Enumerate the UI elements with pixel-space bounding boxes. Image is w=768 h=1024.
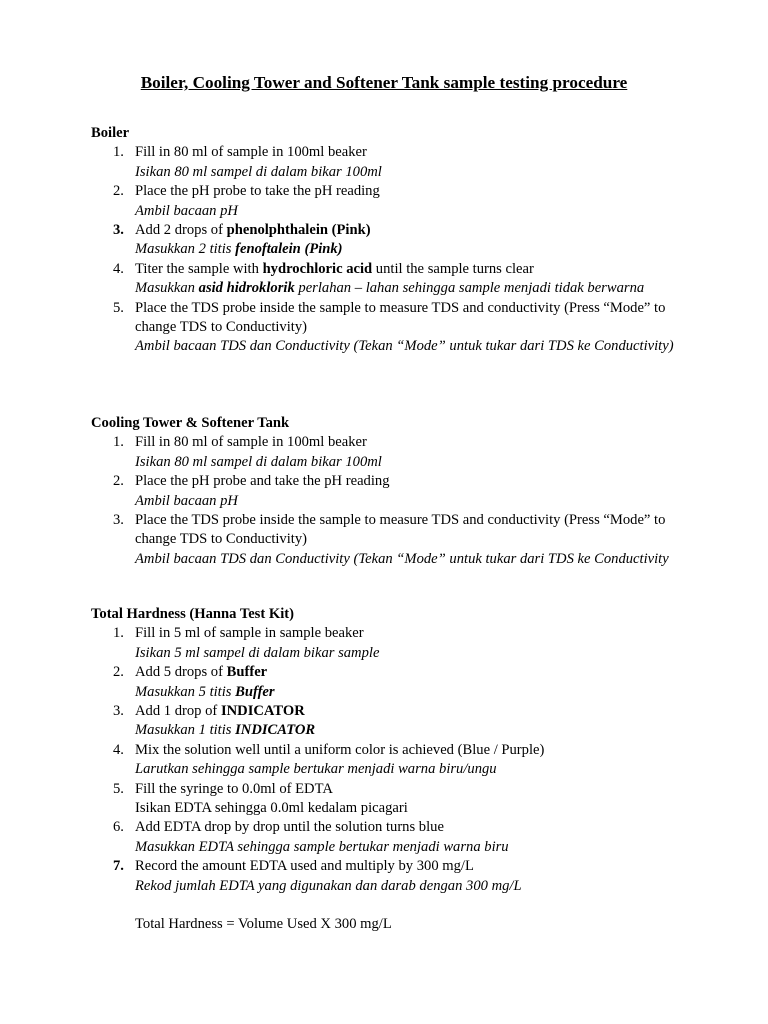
step-instruction: Record the amount EDTA used and multiply by 300 mg/L [135, 858, 474, 875]
step-translation: Ambil bacaan pH [135, 492, 238, 509]
step-instruction: Fill in 80 ml of sample in 100ml beaker [135, 144, 367, 161]
step-instruction: Add EDTA drop by drop until the solution turns blue [135, 819, 444, 836]
step-translation: Isikan EDTA sehingga 0.0ml kedalam picagari [135, 800, 408, 817]
step-instruction: Fill in 5 ml of sample in sample beaker [135, 625, 364, 642]
step-translation: Isikan 80 ml sampel di dalam bikar 100ml [135, 163, 382, 180]
step-instruction: Add 1 drop of INDICATOR [135, 703, 305, 720]
step-number: 5. [113, 299, 124, 316]
section-heading: Boiler [91, 125, 130, 141]
step-list [91, 624, 691, 896]
list-item [91, 663, 691, 702]
list-item [91, 433, 691, 472]
section-heading: Cooling Tower & Softener Tank [91, 415, 290, 431]
step-instruction: Fill the syringe to 0.0ml of EDTA [135, 780, 333, 797]
section-cooling-tower [91, 414, 691, 569]
step-instruction: Place the TDS probe inside the sample to measure TDS and conductivity (Press “Mode” to change TDS to Conductivity) [135, 299, 666, 336]
step-number: 3. [113, 222, 124, 239]
step-number: 2. [113, 664, 124, 681]
step-translation: Masukkan 5 titis Buffer [135, 683, 275, 700]
page-title: Boiler, Cooling Tower and Softener Tank sample testing procedure [140, 73, 628, 92]
section-total-hardness [91, 605, 691, 935]
step-number: 1. [113, 625, 124, 642]
list-item [91, 702, 691, 741]
step-number: 2. [113, 473, 124, 490]
step-translation: Masukkan 1 titis INDICATOR [135, 722, 316, 739]
list-item [91, 472, 691, 511]
list-item [91, 143, 691, 182]
step-instruction: Fill in 80 ml of sample in 100ml beaker [135, 434, 367, 451]
list-item [91, 299, 691, 357]
step-instruction: Place the TDS probe inside the sample to measure TDS and conductivity (Press “Mode” to change TDS to Conductivity) [135, 512, 666, 548]
step-translation: Isikan 5 ml sampel di dalam bikar sample [135, 644, 380, 661]
step-instruction: Add 2 drops of phenolphthalein (Pink) [135, 222, 371, 239]
section-heading: Total Hardness (Hanna Test Kit) [91, 606, 295, 622]
step-translation: Isikan 80 ml sampel di dalam bikar 100ml [135, 453, 382, 470]
step-translation: Rekod jumlah EDTA yang digunakan dan darab dengan 300 mg/L [135, 877, 522, 894]
step-translation: Ambil bacaan pH [135, 202, 238, 219]
step-translation: Masukkan asid hidroklorik perlahan – lahan sehingga sample menjadi tidak berwarna [135, 280, 645, 297]
list-item [91, 741, 691, 780]
step-number: 1. [113, 434, 124, 451]
step-number: 6. [113, 819, 124, 836]
list-item [91, 221, 691, 260]
step-number: 4. [113, 260, 124, 277]
step-translation: Ambil bacaan TDS dan Conductivity (Tekan “Mode” untuk tukar dari TDS ke Conductivity) [135, 338, 674, 355]
step-number: 2. [113, 183, 124, 200]
step-translation: Masukkan 2 titis fenoftalein (Pink) [135, 241, 343, 258]
list-item [91, 818, 691, 857]
step-translation: Ambil bacaan TDS dan Conductivity (Tekan “Mode” untuk tukar dari TDS ke Conductivity [135, 550, 669, 567]
list-item [91, 857, 691, 896]
step-instruction: Place the pH probe to take the pH reading [135, 183, 380, 200]
step-instruction: Titer the sample with hydrochloric acid until the sample turns clear [135, 260, 534, 277]
step-number: 1. [113, 144, 124, 161]
section-boiler [91, 124, 691, 357]
list-item [91, 260, 691, 299]
step-number: 3. [113, 703, 124, 720]
step-list [91, 433, 691, 569]
total-hardness-formula: Total Hardness = Volume Used X 300 mg/L [135, 916, 392, 933]
list-item [91, 511, 691, 569]
step-list [91, 143, 691, 356]
step-number: 7. [113, 858, 124, 875]
step-instruction: Mix the solution well until a uniform color is achieved (Blue / Purple) [135, 741, 545, 758]
list-item [91, 624, 691, 663]
step-instruction: Place the pH probe and take the pH reading [135, 473, 390, 490]
step-instruction: Add 5 drops of Buffer [135, 664, 268, 681]
list-item [91, 780, 691, 819]
step-number: 5. [113, 780, 124, 797]
step-number: 4. [113, 741, 124, 758]
list-item [91, 182, 691, 221]
step-translation: Larutkan sehingga sample bertukar menjadi warna biru/ungu [135, 761, 497, 778]
step-number: 3. [113, 512, 124, 529]
step-translation: Masukkan EDTA sehingga sample bertukar menjadi warna biru [135, 838, 509, 855]
